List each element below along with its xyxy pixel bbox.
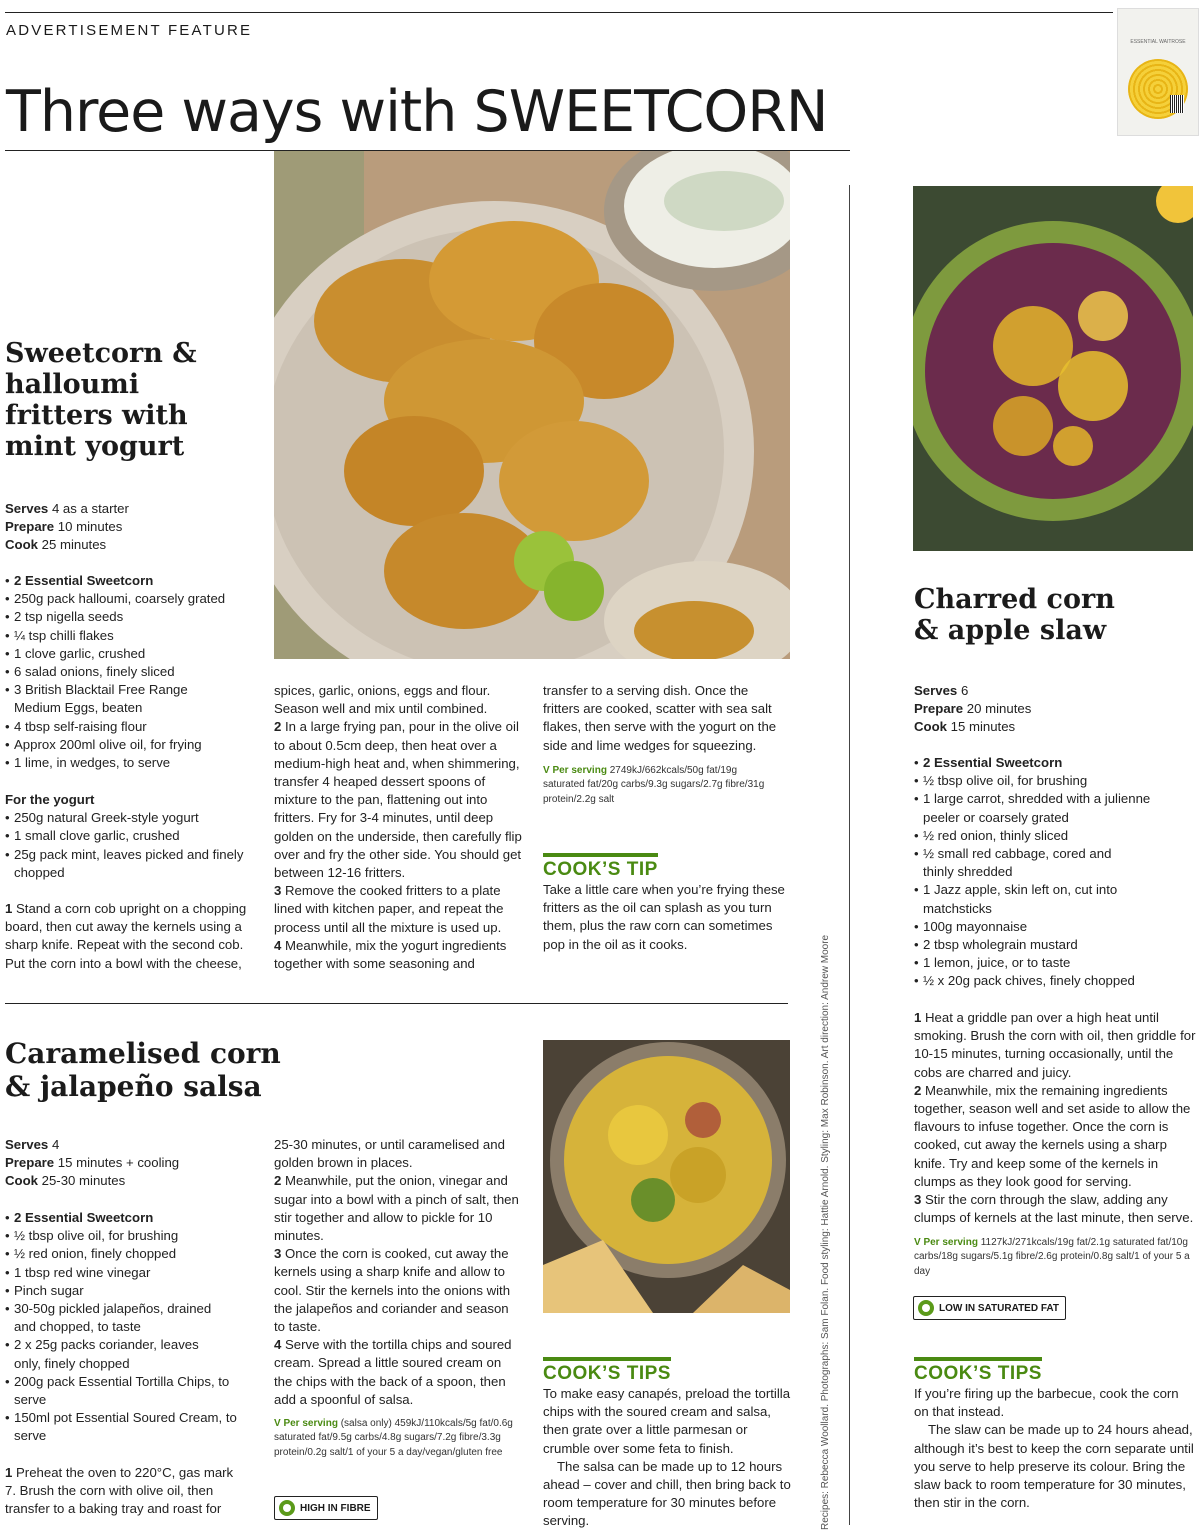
cooks-tips-text1: To make easy canapés, preload the tortilla chips with the soured cream and salsa, then grate over a little parmesan or crumble over some feta to finish. — [543, 1386, 791, 1456]
recipe1-ingredients — [5, 572, 260, 772]
ingredient-text: 1 tbsp red wine vinegar — [14, 1264, 151, 1280]
badge-label: HIGH IN FIBRE — [300, 1502, 371, 1514]
step-number: 2 — [274, 719, 282, 735]
recipe3-method-col1 — [5, 1464, 245, 1519]
step-text: Meanwhile, put the onion, vinegar and sugar into a bowl with a pinch of salt, then stir together and allow to pickle for 10 minutes. — [274, 1173, 519, 1244]
serves-label: Serves — [914, 683, 958, 698]
nutrition-label: Per serving — [923, 1237, 978, 1248]
ingredient-bold: 2 Essential Sweetcorn — [14, 1210, 154, 1225]
method-step — [274, 682, 524, 718]
method-step — [274, 718, 524, 882]
step-text: Heat a griddle pan over a high heat until smoking. Brush the corn with oil, then griddle for 10-15 minutes, turning occasionally, until the cobs are charred and juicy. — [914, 1010, 1196, 1080]
ingredient-item — [5, 736, 260, 754]
ingredient-text: 1 small clove garlic, crushed — [14, 828, 180, 844]
step-text: Once the corn is cooked, cut away the kernels using a sharp knife and allow to cool. Stir the kernels into the onions with the jalapeños and coriander and season to taste. — [274, 1246, 511, 1335]
ingredient-text: 150ml pot Essential Soured Cream, to serve — [14, 1410, 237, 1444]
recipe1-title: Sweetcorn & halloumi fritters with mint yogurt — [5, 338, 197, 462]
step-number: 1 — [914, 1010, 922, 1025]
recipe1-meta — [5, 500, 265, 555]
prepare-value: 10 minutes — [57, 519, 123, 535]
ingredient-item — [5, 663, 260, 681]
ingredient-item — [5, 1282, 245, 1300]
vegetarian-mark: V — [543, 765, 550, 776]
salsa-photo — [543, 1040, 790, 1313]
ingredient-text: 100g mayonnaise — [923, 918, 1028, 934]
ingredient-item — [5, 627, 260, 645]
cook-label: Cook — [5, 1173, 38, 1189]
prepare-value: 20 minutes — [966, 701, 1032, 717]
step-number: 4 — [274, 1337, 282, 1353]
ingredient-text: ½ tbsp olive oil, for brushing — [14, 1228, 179, 1244]
ingredient-text: ½ tbsp olive oil, for brushing — [923, 773, 1088, 789]
ingredient-text: 250g natural Greek-style yogurt — [14, 810, 199, 826]
recipe2-method — [914, 1009, 1196, 1227]
ingredient-item — [914, 790, 1163, 826]
badge-label: LOW IN SATURATED FAT — [939, 1302, 1059, 1314]
recipe1-tip — [543, 853, 788, 954]
method-step — [274, 1245, 522, 1336]
yogurt-heading-text: For the yogurt — [5, 792, 95, 807]
nutrition-text: 2749kJ/662kcals/50g fat/19g saturated fat/20g carbs/9.3g sugars/2.7g fibre/31g protein/2.2g salt — [543, 765, 765, 805]
prepare-value: 15 minutes + cooling — [57, 1155, 180, 1171]
ingredient-text: 200g pack Essential Tortilla Chips, to serve — [14, 1373, 230, 1408]
ingredient-item — [5, 1409, 242, 1445]
ingredient-item — [5, 572, 260, 590]
method-step — [274, 1336, 522, 1409]
cooks-tips-text1: If you’re firing up the barbecue, cook the corn on that instead. — [914, 1386, 1179, 1420]
method-step — [274, 937, 524, 973]
recipe1-method-col1 — [5, 900, 253, 973]
ingredient-text: ½ x 20g pack chives, finely chopped — [923, 973, 1135, 989]
column-rule — [849, 185, 850, 1525]
step-text: spices, garlic, onions, eggs and flour. Season well and mix until combined. — [274, 683, 491, 717]
ingredient-item — [5, 718, 260, 736]
ingredient-item — [5, 1300, 229, 1336]
step-text: Meanwhile, mix the remaining ingredients together, season well and set aside to allow the flavours to infuse together. Once the corn is cooked, cut away the kernels using a sharp knife. Try and keep some of the kernels in clumps as they look good for serving. — [914, 1082, 1191, 1189]
vegetarian-mark: V — [274, 1418, 281, 1429]
serves-label: Serves — [5, 501, 49, 516]
step-text: Serve with the tortilla chips and soured cream. Spread a little soured cream on the chips with the back of a spoon, then add a spoonful of salsa. — [274, 1337, 512, 1407]
ingredient-item — [5, 1336, 214, 1372]
recipe3-title: Caramelised corn & jalapeño salsa — [5, 1037, 281, 1103]
serves-line — [914, 682, 1184, 700]
step-number: 4 — [274, 937, 282, 953]
yogurt-section — [5, 791, 260, 882]
salsa-photo-art — [543, 1040, 790, 1313]
step-number: 3 — [914, 1192, 922, 1208]
step-text: Stir the corn through the slaw, adding any clumps of kernels at the last minute, then serve. — [914, 1192, 1194, 1226]
top-rule — [5, 12, 1113, 13]
method-step — [914, 1009, 1196, 1082]
method-step — [274, 1136, 522, 1172]
cook-value: 15 minutes — [950, 719, 1016, 735]
recipe2-ingredients — [914, 754, 1174, 991]
pack-label: ESSENTIAL WAITROSE — [1130, 39, 1186, 45]
prepare-line — [914, 700, 1184, 718]
yogurt-heading — [5, 791, 260, 809]
step-number: 3 — [274, 883, 282, 899]
ingredient-item — [5, 681, 204, 717]
ingredient-text: 2 tbsp wholegrain mustard — [923, 937, 1078, 953]
prepare-label: Prepare — [5, 519, 55, 535]
step-number: 1 — [5, 901, 13, 916]
serves-line — [5, 1136, 265, 1154]
nutrition-label: Per serving — [283, 1418, 338, 1429]
nutrition-text: 1127kJ/271kcals/19g fat/2.1g saturated fat/10g carbs/18g sugars/5.1g fibre/2.6g protein/0.8g salt/1 of your 5 a day — [914, 1237, 1190, 1277]
ingredient-item — [914, 918, 1174, 936]
ingredient-text: ½ red onion, finely chopped — [14, 1246, 177, 1262]
ingredient-text: 3 British Blacktail Free Range Medium Eggs, beaten — [14, 682, 188, 716]
ingredient-item — [914, 754, 1174, 772]
ingredient-text: 1 Jazz apple, skin left on, cut into matchsticks — [923, 882, 1118, 916]
cook-line — [5, 536, 265, 554]
recipe3-meta — [5, 1136, 265, 1191]
prepare-line — [5, 1154, 265, 1172]
ingredient-text: 25g pack mint, leaves picked and finely chopped — [14, 846, 244, 880]
cooks-tips-heading: COOK’S TIPS — [914, 1357, 1042, 1385]
step-text: In a large frying pan, pour in the olive oil to about 0.5cm deep, then heat over a medium-high heat and, when shimmering, transfer 4 heaped dessert spoons of mixture to the pan, flattening out into fritters. Fry for 3-4 minutes, until deep golden on the underside, then carefully flip over and fry the other side. You should get between 12-16 fritters. — [274, 719, 522, 881]
advertisement-label: ADVERTISEMENT FEATURE — [6, 22, 253, 39]
ingredient-bold: 2 Essential Sweetcorn — [14, 573, 154, 588]
recipe1-nutrition — [543, 764, 771, 807]
recipe2-tips — [914, 1357, 1196, 1512]
nutrition-text: (salsa only) 459kJ/110kcals/5g fat/0.6g saturated fat/9.5g carbs/4.8g sugars/7.2g fibre/3.3g protein/0.2g salt/1 of your 5 a day/vegan/gluten free — [274, 1418, 513, 1458]
section-rule — [5, 1003, 788, 1004]
ingredient-item — [914, 772, 1174, 790]
ingredient-item — [5, 1373, 236, 1409]
slaw-photo — [913, 186, 1193, 551]
ingredient-item — [914, 845, 1123, 881]
method-step — [5, 900, 253, 973]
ingredient-item — [5, 1245, 245, 1263]
method-step — [274, 882, 524, 937]
recipe3-ingredients — [5, 1209, 245, 1446]
ingredient-text: 1 clove garlic, crushed — [14, 645, 146, 661]
cook-label: Cook — [5, 537, 38, 553]
method-step — [5, 1464, 245, 1519]
method-step — [543, 682, 788, 755]
method-step — [914, 1082, 1196, 1191]
cooks-tips-heading: COOK’S TIPS — [543, 1357, 671, 1385]
ingredient-text: 4 tbsp self-raising flour — [14, 718, 147, 734]
recipe1-method-col2 — [274, 682, 524, 973]
low-sat-fat-badge — [913, 1296, 1066, 1320]
ingredient-text: 250g pack halloumi, coarsely grated — [14, 591, 226, 607]
leaf-badge-icon — [279, 1500, 295, 1516]
prepare-label: Prepare — [914, 701, 964, 717]
ingredient-item — [5, 809, 260, 827]
step-text: Stand a corn cob upright on a chopping board, then cut away the kernels using a sharp knife. Repeat with the second cob. Put the corn into a bowl with the cheese, — [5, 901, 247, 971]
ingredient-item — [5, 827, 260, 845]
recipe2-title: Charred corn & apple slaw — [914, 584, 1115, 646]
serves-value: 4 — [51, 1137, 60, 1152]
yogurt-ingredients — [5, 809, 260, 882]
ingredient-bold: 2 Essential Sweetcorn — [923, 755, 1063, 770]
cooks-tips-text2: The salsa can be made up to 12 hours ahead – cover and chill, then bring back to room temperature for 30 minutes before serving. — [543, 1458, 791, 1529]
ingredient-item — [5, 645, 260, 663]
ingredient-text: 1 large carrot, shredded with a julienne peeler or coarsely grated — [923, 791, 1151, 825]
barcode-graphic — [1170, 95, 1184, 113]
cooks-tips-text2: The slaw can be made up to 24 hours ahead, although it’s best to keep the corn separate until you serve to help preserve its colour. Bring the slaw back to room temperature for 30 minutes, then stir in the corn. — [914, 1422, 1194, 1511]
ingredient-text: 30-50g pickled jalapeños, drained and chopped, to taste — [14, 1301, 212, 1335]
nutrition-label: Per serving — [552, 765, 607, 776]
cooks-tip-heading: COOK’S TIP — [543, 853, 658, 881]
ingredient-item — [5, 1209, 245, 1227]
ingredient-text: 2 tsp nigella seeds — [14, 609, 124, 625]
step-text: 25-30 minutes, or until caramelised and golden brown in places. — [274, 1137, 505, 1171]
ingredient-item — [5, 754, 260, 772]
ingredient-text: ½ small red cabbage, cored and thinly shredded — [923, 846, 1112, 880]
fritters-photo-art — [274, 151, 790, 659]
recipe2-meta — [914, 682, 1184, 737]
method-step — [914, 1191, 1196, 1227]
serves-line — [5, 500, 265, 518]
ingredient-item — [5, 846, 260, 882]
vegetarian-mark: V — [914, 1237, 921, 1248]
ingredient-item — [5, 590, 260, 608]
step-text: Remove the cooked fritters to a plate lined with kitchen paper, and repeat the process until all the mixture is used up. — [274, 883, 504, 935]
ingredient-item — [5, 608, 260, 626]
fritters-photo — [274, 151, 790, 659]
step-number: 2 — [274, 1173, 282, 1189]
ingredient-item — [914, 972, 1174, 990]
sweetcorn-pack-icon — [1117, 8, 1199, 136]
prepare-line — [5, 518, 265, 536]
recipe2-nutrition — [914, 1236, 1194, 1279]
recipe3-tips — [543, 1357, 793, 1531]
ingredient-item — [914, 827, 1174, 845]
photo-credits: Recipes: Rebecca Woollard. Photographs: Sam Folan. Food styling: Hattie Arnold. Styling: Max Robinson. Art direction: Andrew Moore — [820, 934, 831, 1530]
leaf-badge-icon — [918, 1300, 934, 1316]
ingredient-item — [914, 954, 1174, 972]
ingredient-text: 1 lime, in wedges, to serve — [14, 755, 171, 771]
serves-value: 6 — [960, 683, 969, 698]
slaw-photo-art — [913, 186, 1193, 551]
ingredient-item — [914, 881, 1118, 917]
cook-line — [914, 718, 1184, 736]
ingredient-item — [5, 1227, 245, 1245]
cook-value: 25 minutes — [41, 537, 107, 553]
step-text: Preheat the oven to 220°C, gas mark 7. Brush the corn with olive oil, then transfer to a baking tray and roast for — [5, 1465, 234, 1517]
ingredient-text: Approx 200ml olive oil, for frying — [14, 736, 202, 752]
page-title: Three ways with SWEETCORN — [6, 79, 828, 145]
ingredient-text: 6 salad onions, finely sliced — [14, 664, 175, 680]
recipe3-nutrition — [274, 1417, 514, 1460]
serves-value: 4 as a starter — [51, 501, 129, 516]
cook-label: Cook — [914, 719, 947, 735]
ingredient-text: ½ red onion, thinly sliced — [923, 827, 1069, 843]
step-number: 1 — [5, 1465, 13, 1480]
ingredient-text: Pinch sugar — [14, 1282, 84, 1298]
method-step — [274, 1172, 522, 1245]
step-number: 2 — [914, 1082, 922, 1098]
ingredient-text: 1 lemon, juice, or to taste — [923, 955, 1071, 971]
ingredient-text: 2 x 25g packs coriander, leaves only, finely chopped — [14, 1337, 199, 1371]
recipe1-method-col3 — [543, 682, 788, 755]
step-text: Meanwhile, mix the yogurt ingredients together with some seasoning and — [274, 937, 507, 972]
step-number: 3 — [274, 1246, 282, 1262]
prepare-label: Prepare — [5, 1155, 55, 1171]
serves-label: Serves — [5, 1137, 49, 1152]
ingredient-text: ¼ tsp chilli flakes — [14, 627, 114, 643]
ingredient-item — [914, 936, 1174, 954]
cook-value: 25-30 minutes — [41, 1173, 126, 1189]
ingredient-item — [5, 1264, 245, 1282]
cook-line — [5, 1172, 265, 1190]
step-text: transfer to a serving dish. Once the fritters are cooked, scatter with sea salt flakes, then serve with the yogurt on the side and lime wedges for squeezing. — [543, 683, 777, 753]
cooks-tip-text: Take a little care when you’re frying these fritters as the oil can splash as you turn them, plus the raw corn can sometimes pop in the oil as it cooks. — [543, 882, 785, 952]
recipe3-method-col2 — [274, 1136, 522, 1409]
high-fibre-badge — [274, 1496, 378, 1520]
